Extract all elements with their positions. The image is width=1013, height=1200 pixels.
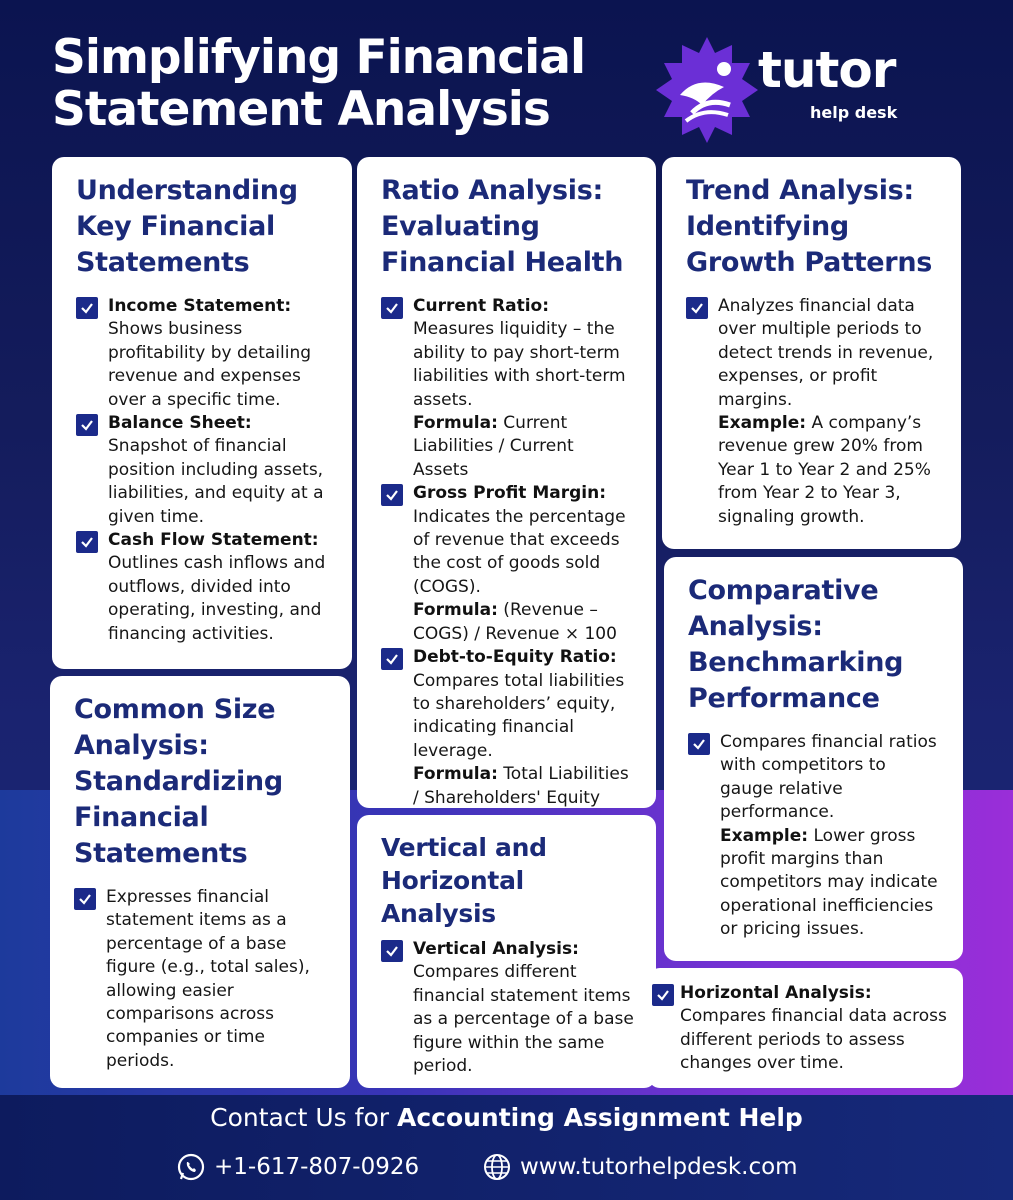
logo-wordmark: tutor	[758, 41, 896, 99]
tutor-logo-icon	[652, 35, 762, 145]
list-item-trend: Analyzes financial data over multiple periods to detect trends in revenue, expenses, or profit margins. Example: A company’s revenue grew 20% from Year 1 to Year 2 and 25% from Year 2 to Year 3, signaling growth.	[686, 295, 939, 529]
check-icon	[76, 531, 98, 553]
card-title: Common Size Analysis: Standardizing Financial Statements	[74, 694, 283, 869]
list-item-comparative: Compares financial ratios with competitors to gauge relative performance. Example: Lower gross profit margins than competitors may indicate operational inefficiencies or pricing issues.	[688, 731, 941, 942]
card-title: Ratio Analysis: Evaluating Financial Health	[381, 175, 624, 278]
list-item-balance-sheet: Balance Sheet: Snapshot of financial position including assets, liabilities, and equity at a given time.	[76, 412, 330, 529]
check-icon	[76, 414, 98, 436]
list-item-gross-profit-margin: Gross Profit Margin: Indicates the percentage of revenue that exceeds the cost of goods sold (COGS). Formula: (Revenue – COGS) / Revenue × 100	[381, 482, 634, 646]
list-item-cash-flow-statement: Cash Flow Statement: Outlines cash inflows and outflows, divided into operating, investing, and financing activities.	[76, 529, 330, 646]
contact-cta: Contact Us for Accounting Assignment Help	[210, 1103, 803, 1132]
check-icon	[381, 648, 403, 670]
check-icon	[686, 297, 708, 319]
check-icon	[381, 940, 403, 962]
phone-number: +1-617-807-0926	[214, 1154, 420, 1180]
card-trend-analysis	[662, 157, 961, 549]
website-link[interactable]	[482, 1152, 798, 1182]
tutor-help-desk-logo	[652, 35, 912, 145]
list-item-horizontal-analysis: Horizontal Analysis: Compares financial data across different periods to assess changes over time.	[652, 982, 951, 1076]
card-common-size-analysis	[50, 676, 350, 1088]
check-icon	[381, 484, 403, 506]
whatsapp-icon	[176, 1152, 206, 1182]
check-icon	[381, 297, 403, 319]
list-item-common-size: Expresses financial statement items as a percentage of a base figure (e.g., total sales), allowing easier comparisons across companies or time periods.	[74, 886, 328, 1073]
card-horizontal-analysis	[648, 968, 963, 1088]
card-vertical-horizontal-analysis	[357, 815, 656, 1088]
website-url: www.tutorhelpdesk.com	[520, 1154, 798, 1180]
card-ratio-analysis	[357, 157, 656, 808]
card-key-financial-statements	[52, 157, 352, 669]
globe-icon	[482, 1152, 512, 1182]
title-line-1: Simplifying Financial	[52, 30, 586, 85]
check-icon	[76, 297, 98, 319]
title-line-2: Statement Analysis	[52, 82, 550, 137]
card-title: Vertical and Horizontal Analysis	[381, 833, 547, 928]
logo-subtitle: help desk	[810, 103, 898, 122]
check-icon	[74, 888, 96, 910]
card-title: Trend Analysis: Identifying Growth Patterns	[686, 175, 933, 278]
card-title: Comparative Analysis: Benchmarking Performance	[688, 575, 904, 714]
list-item-debt-to-equity: Debt-to-Equity Ratio: Compares total liabilities to shareholders’ equity, indicating financial leverage. Formula: Total Liabilities / Shareholders' Equity	[381, 646, 634, 810]
check-icon	[652, 984, 674, 1006]
list-item-current-ratio: Current Ratio: Measures liquidity – the ability to pay short-term liabilities with short-term assets. Formula: Current Liabilities / Current Assets	[381, 295, 634, 482]
card-comparative-analysis	[664, 557, 963, 961]
phone-contact[interactable]	[176, 1152, 419, 1182]
list-item-income-statement: Income Statement: Shows business profitability by detailing revenue and expenses over a specific time.	[76, 295, 330, 412]
card-title: Understanding Key Financial Statements	[76, 175, 298, 278]
page-title	[52, 32, 652, 136]
check-icon	[688, 733, 710, 755]
list-item-vertical-analysis: Vertical Analysis: Compares different financial statement items as a percentage of a base figure within the same period.	[381, 938, 634, 1078]
